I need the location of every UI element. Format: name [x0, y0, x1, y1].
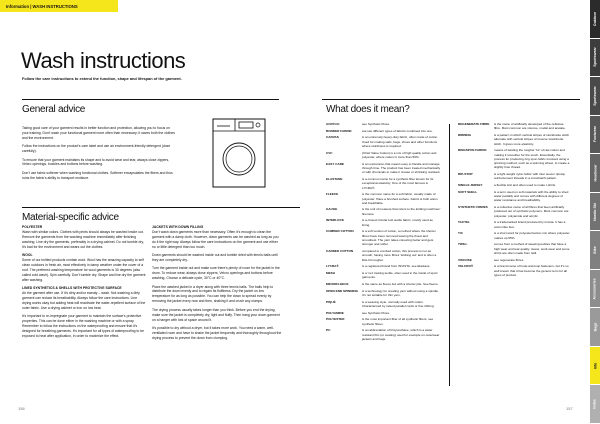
glossary-term: ACRYLIC	[326, 122, 340, 126]
section-title: WOOL	[22, 253, 33, 258]
glossary-entry	[458, 264, 570, 277]
divider	[22, 99, 279, 100]
glossary-entry	[458, 172, 570, 181]
divider	[22, 207, 300, 208]
glossary-term: PU	[326, 328, 331, 333]
paragraph: Air the garment after use. If it's dirty and/or sweaty – wash. Not washing a dirty garment can reduce its breathability. Always follow the care instructions. Line drying works okay but adding heat will reactivate the water-repellent surface of the outer fabric. Use a drying cabinet or iron on low heat.	[22, 290, 146, 310]
section-tabs	[590, 0, 600, 424]
page-title: Wash instructions	[21, 48, 186, 73]
general-advice-heading: General advice	[22, 104, 86, 115]
tab-bike[interactable]	[590, 231, 600, 270]
paragraph: To ensure that your garment maintains its shape and to avoid wear and tear, always close zippers, Velcro openings, buckles and buttons before washing.	[22, 157, 170, 167]
glossary-entry	[326, 122, 441, 126]
tab-nordic-ski[interactable]	[590, 193, 600, 232]
glossary-definition: a flexible knit and often used to make t-shirts.	[494, 183, 557, 188]
tab-sportswear[interactable]	[590, 39, 600, 78]
glossary-definition: is a light weight nylon fabric with inter woven ripstop reinforcement threads in a crosshatch pattern.	[494, 172, 566, 181]
paragraph: The drying process usually takes longer than you think. Before you end the drying, make sure the jacket is completely dry, light and fluffy. Then hang your down garment on a hanger with lots of space around it.	[152, 307, 280, 322]
glossary-entry	[326, 229, 441, 246]
glossary-term: VISCOSE	[458, 257, 472, 262]
glossary-entry	[458, 231, 570, 240]
tab-label: Sportswear	[593, 86, 598, 106]
glossary-definition: is an extremely heavy-duty fabric, often made of cotton. Used for making sails, bags, shoes and other functions where sturdiness is required.	[362, 135, 439, 148]
glossary-term: VELCRO®	[458, 264, 474, 269]
glossary-term: RIBBING	[458, 132, 472, 137]
glossary-term: POLYAMIDE	[326, 310, 344, 315]
glossary-term: POLYESTER	[326, 317, 345, 322]
washing-machine-icon	[212, 118, 266, 188]
glossary-term: INTERLOCK	[326, 218, 345, 223]
glossary-term: PIQUÉ	[326, 299, 336, 304]
glossary-entry	[326, 129, 441, 133]
glossary-entry	[458, 133, 570, 146]
glossary-definition: is a collective name of all fibres that been artificially produced out of synthetic polymers. Most common are polyester, polyamide and acrylic.	[494, 205, 569, 218]
tab-index[interactable]	[590, 385, 600, 424]
paragraph: Turn the garment inside out and make sure there's plenty of room for the jacket in the drum. To reduce wear, always close zippers, Velcro openings and buttons before washing. Choose a delicate cycle, 30°C or 40°C.	[152, 266, 280, 281]
glossary-definition: is a short word for polyester/cotton mix where polyester makes up 65%.	[494, 231, 570, 240]
glossary-definition: comes from a method of weaving textiles that have a high wear and tear quality. Jeans, work wear and some shirts are often made from twill.	[494, 242, 570, 255]
paragraph: Don't wash down garments more than necessary. Often it's enough to clean the garment with a damp cloth. However, down garments can be washed as long as you do it the right way. Always follow the care instructions on the garment and use either no or little detergent than too much.	[152, 229, 279, 249]
tab-label: Info	[593, 362, 597, 369]
tab-accessories[interactable]	[590, 270, 600, 309]
page-subtitle: Follow the care instructions to extend the function, shape and lifespan of the garment.	[22, 76, 182, 81]
material-column-left	[22, 225, 147, 342]
section-title: JACKETS WITH DOWN FILLING	[152, 225, 204, 229]
glossary-entry	[326, 192, 441, 205]
glossary-term: SYNTHETIC FIBRES	[458, 205, 488, 210]
tab-label: Headwear	[593, 164, 598, 182]
paragraph: Down garments should be washed inside out and tumble dried with tennis balls until they are completely dry.	[152, 253, 278, 262]
glossary-entry	[458, 148, 570, 169]
glossary-entry	[326, 271, 441, 280]
glossary-definition: is an expression that means easy to handle and manage through time. The product has been treated mechanically or with chemicals to make it crease or shrinking resistant.	[362, 161, 441, 175]
glossary-definition: is the common name for a soft fabric, usually made of polyester. Have a brushed surface. Fabric is both warm and breathable.	[362, 192, 438, 205]
paragraph: Taking good care of your garment results in better function and protection, allowing you to focus on your training. Don't wash your functional garment more often than necessary; it saves both the clothes and the environment.	[22, 126, 175, 140]
glossary-entry	[458, 242, 570, 255]
glossary-entry	[458, 205, 570, 218]
glossary-definition: is the unit of measure that refers to the knitting machines' fineness.	[362, 207, 441, 216]
glossary-entry	[326, 135, 441, 148]
tab-sportswear[interactable]	[590, 77, 600, 116]
tab-label: Nordic Ski	[593, 202, 597, 221]
glossary-entry	[326, 177, 441, 190]
glossary-entry	[458, 258, 570, 262]
glossary-entry	[326, 300, 441, 309]
glossary-term: RIP-STOP	[458, 172, 473, 177]
paragraph: It's important to re-impregnate your garment to maintain the surface's protective properties. This can be done either in the washing machine or with a spray. Remember to follow the instructions on the waterproofing and ensure that it's designed for breathing garments. It's important for all types of waterproofing to be exposed to heat after application, in order to maximize the effect.	[22, 314, 145, 338]
glossary-term: CARDED COTTON	[326, 249, 354, 254]
glossary-definition: is a common name for a synthetic fiber known for its exceptional elasticity. One of the most famous is LYCRA®.	[362, 176, 434, 190]
glossary-definition: compared to combed cotton, this process is not as smooth, having more fibres 'sticking out' and is often a little bit rougher.	[362, 249, 437, 262]
page-number-right: 157	[566, 406, 573, 411]
glossary-entry	[326, 317, 441, 326]
paragraph: Wash with similar colors. Clothes with prints should always be washed inside out. Remove the garments from the washing machine immediately after finishing washing. Line dry the garments, preferably in a drying cabinet. Do not tumble dry, it's bad for the environment and wears out the clothes.	[22, 229, 144, 249]
glossary-definition: see Synthetic fibres.	[362, 310, 390, 315]
glossary-term: T/C	[458, 231, 463, 236]
glossary-definition: is the name of artificially developed of the cellulose fibre. Most common are viscose, modal and acetate.	[494, 122, 566, 131]
general-advice-text	[22, 126, 177, 184]
glossary-definition: are two different types of fabrics combined into one.	[362, 128, 433, 133]
tab-headwear[interactable]	[590, 154, 600, 193]
glossary-definition: is the same as fleece but with a shorter pile. See fleece.	[362, 281, 439, 286]
section-header: Information | WASH INSTRUCTIONS	[0, 0, 118, 12]
glossary-term: FLEECE	[326, 192, 339, 197]
glossary-term: ELASTANE	[326, 176, 343, 181]
glossary-entry	[326, 151, 441, 160]
glossary-term: BONDED FABRIC	[326, 128, 352, 133]
glossary-definition: is a brand name of hook-and-loop fasteners, but it's so well known that it has become the generic term for all types of product.	[494, 264, 569, 277]
glossary-column-2	[458, 122, 570, 280]
glossary-definition: see Synthetic fibres.	[362, 122, 390, 126]
glossary-definition: is a term used on soft materials with the ability to shed water partially and comes with different degrees of water resistance and breathability.	[494, 189, 569, 203]
tab-bags[interactable]	[590, 308, 600, 347]
glossary-entry	[326, 162, 441, 175]
tab-outdoor[interactable]	[590, 0, 600, 39]
tab-label: Outdoor	[593, 11, 598, 26]
tab-info[interactable]	[590, 347, 600, 386]
glossary-entry	[326, 249, 441, 262]
glossary-definition: (Chief Value Cotton) is a mix of high quality cotton and polyester, where cotton is more than 50%.	[362, 150, 437, 159]
glossary-term: CANVAS	[326, 135, 339, 140]
glossary-definition: is a registered brand from INVISTA, see Elastane.	[362, 264, 431, 269]
glossary-entry	[458, 220, 570, 229]
glossary-term: MICROFLEECE	[326, 281, 349, 286]
glossary-entry	[326, 289, 441, 298]
glossary-definition: is an abbreviation of Polyurethane, which is a water resistant film (or coating) used for example on outerwear jackets and bags.	[362, 328, 440, 341]
glossary-entry	[326, 264, 441, 268]
glossary-term: EASY CARE	[326, 161, 344, 166]
tab-label: Index	[592, 399, 597, 409]
glossary-entry	[326, 218, 441, 227]
glossary-definition: is a closed circular knit textile fabric, mostly used as lining.	[362, 218, 433, 227]
glossary-entry	[326, 311, 441, 315]
glossary-entry	[458, 122, 570, 131]
glossary-term: GAUGE	[326, 207, 338, 212]
paragraph: It's possible to dry without a dryer, but it takes more work. You need a warm, well-ventilated room and have to shake the jacket frequently and thoroughly throughout the drying process to prevent the down from clumping.	[152, 325, 282, 340]
glossary-definition: is a technology for creating yarn without using a spindle. It's not suitable for thin yarn.	[362, 288, 439, 297]
glossary-term: COMBED COTTON	[326, 229, 354, 234]
glossary-definition: is a soft version of cotton, a method where the shorter fibres have been removed leaving the finest and smoothest. The yarn takes colouring better and gets stronger and softer.	[362, 229, 436, 247]
glossary-definition: means of twisting the rougher 'fur' of raw cotton and making it smoother for the touch. Essentially, the process for producing ring spun fabric involved using a spinning method, such as a spinning wheel, to create a slightly finer thread.	[494, 148, 570, 170]
glossary-definition: is a pattern in which vertical stripes of stockinette stitch alternate with vertical stripes of reverse stockinette stitch. It gives more elasticity.	[494, 132, 570, 146]
glossary-term: SINGLE JERSEY	[458, 183, 483, 188]
paragraph: Place the washed jacket in a dryer along with three tennis balls. The balls help to distribute the down evenly and to regain its fluffiness. Dry the jacket on low temperature for as long as possible. You can help the down to spread evenly by removing the jacket every now and then, shaking it and crush any clumps.	[152, 284, 274, 304]
glossary-definition: is a weaving style, normally used with cotton. Characterized by raised parallel cords or fine ribbing.	[362, 299, 435, 308]
paragraph: Follow the instructions on the product's care label and use an environment-friendly detergent (dose carefully).	[22, 144, 171, 154]
glossary-term: SOFT SHELL	[458, 189, 478, 194]
glossary-definition: is a 'net' looking textile, often used in the inside of sport garments.	[362, 271, 438, 280]
paragraph: Some of our knitted products contain wool. Wool has the amazing capacity to self clean outdoors in fresh air, most effectively in damp weather under the cover of a roof. The preferred washing temperature for wool garments is 30 degrees (also called cold wash). Spin carefully. Don't tumble dry. Shape and line dry the garment after washing.	[22, 257, 146, 282]
divider	[322, 99, 580, 100]
glossary-entry	[458, 190, 570, 203]
glossary-definition: is a trademarked brand produced by Invista. It has a cotton like feel.	[494, 220, 566, 229]
glossary-term: REGENERATE FIBRE	[458, 122, 490, 126]
tab-label: Bags	[592, 322, 597, 332]
glossary-column-1	[326, 122, 441, 344]
glossary-term: OPEN END SPINNING	[326, 288, 358, 293]
glossary-definition: see regenerate fibres.	[494, 257, 525, 262]
glossary-term: MESH	[326, 271, 335, 275]
tab-footwear[interactable]	[590, 116, 600, 155]
section-title: LINED SYNTHETICS & SHELLS WITH PROTECTIVE SURFACE	[22, 285, 122, 290]
glossary-entry	[326, 328, 441, 341]
glossary-heading: What does it mean?	[326, 104, 410, 115]
tab-label: Bike	[593, 246, 597, 254]
tab-label: Sportswear	[593, 47, 598, 68]
tab-label: Accessories	[593, 278, 597, 300]
glossary-term: TWILL	[458, 242, 468, 247]
glossary-term: RINGSPUN FABRIC	[458, 148, 487, 153]
page-number-left: 156	[18, 406, 25, 411]
paragraph: Don't use fabric softener when washing functional clothes. Softener encapsulates the fibers and thus ruins the fabric's ability to transport moisture.	[22, 170, 173, 180]
section-title: POLYESTER	[22, 225, 43, 229]
material-advice-heading: Material-specific advice	[22, 212, 119, 223]
glossary-entry	[326, 207, 441, 216]
glossary-term: LYCRA®	[326, 264, 339, 269]
tab-label: Footwear	[593, 126, 598, 143]
glossary-entry	[326, 282, 441, 286]
glossary-entry	[458, 183, 570, 187]
material-column-right	[152, 225, 282, 344]
column-divider	[449, 124, 450, 386]
glossary-term: TACTEL	[458, 220, 470, 225]
glossary-term: CVC	[326, 150, 333, 155]
glossary-definition: is the most important fiber of all synthetic fibers, see synthetic fibres.	[362, 317, 434, 326]
